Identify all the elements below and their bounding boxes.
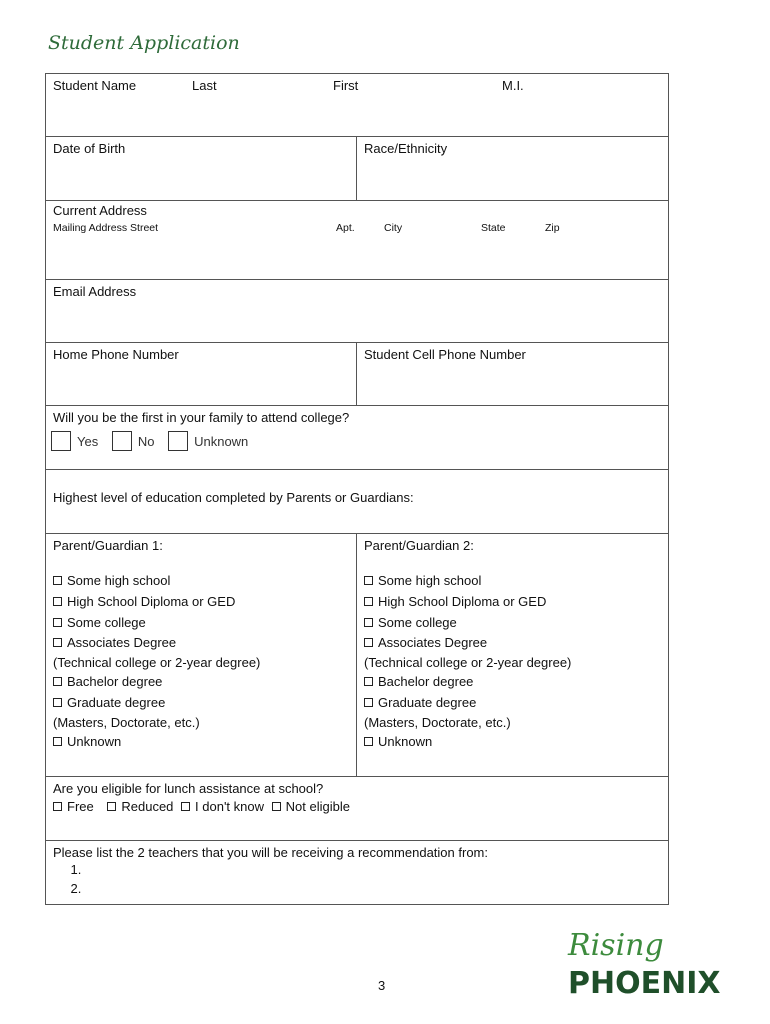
first-college-question: Will you be the first in your family to attend college?: [53, 410, 350, 425]
teacher-1-field[interactable]: [85, 860, 661, 879]
g1-some-college-checkbox[interactable]: [53, 618, 62, 627]
lunch-dont-know-checkbox[interactable]: [181, 802, 190, 811]
lunch-cell: [46, 777, 668, 840]
home-phone-cell[interactable]: [46, 343, 357, 405]
g1-some-high-school-label: Some high school: [67, 573, 171, 588]
teacher-2-field[interactable]: [85, 879, 661, 898]
student-name-cell[interactable]: [46, 74, 668, 136]
state-label: State: [481, 222, 506, 234]
dob-cell[interactable]: [46, 137, 357, 200]
address-label: Current Address: [53, 203, 147, 218]
g2-associates-checkbox[interactable]: [364, 638, 373, 647]
g2-associates-label: Associates Degree: [378, 635, 488, 651]
g1-associates-label: Associates Degree: [67, 635, 177, 651]
email-row: [46, 280, 668, 343]
parent-ed-row: [46, 470, 668, 534]
lunch-dont-know-label: I don't know: [195, 799, 264, 814]
student-name-label: Student Name: [53, 78, 137, 93]
teachers-row: [46, 841, 668, 905]
g2-diploma-checkbox[interactable]: [364, 597, 373, 606]
g2-unknown-checkbox[interactable]: [364, 737, 373, 746]
race-label: Race/Ethnicity: [364, 141, 448, 156]
g2-unknown-label: Unknown: [378, 733, 433, 749]
lunch-not-eligible-checkbox[interactable]: [272, 802, 281, 811]
first-college-cell: [46, 406, 668, 469]
lunch-not-eligible-label: Not eligible: [285, 799, 350, 814]
g2-bachelor-checkbox[interactable]: [364, 677, 373, 686]
guardian1-options: [53, 571, 349, 753]
g2-graduate-checkbox[interactable]: [364, 698, 373, 707]
unknown-label: Unknown: [194, 433, 249, 449]
page-number: 3: [378, 978, 386, 993]
phone-row: [46, 343, 668, 406]
logo-rising-text: Rising: [568, 928, 664, 963]
g2-some-college-label: Some college: [378, 614, 457, 630]
application-form: [45, 73, 669, 905]
rising-phoenix-logo: [568, 928, 738, 1003]
g1-unknown-label: Unknown: [67, 733, 122, 749]
parent-ed-heading: Highest level of education completed by Parents or Guardians:: [53, 490, 414, 505]
g1-graduate-note: (Masters, Doctorate, etc.): [53, 714, 200, 730]
g2-some-college-checkbox[interactable]: [364, 618, 373, 627]
zip-label: Zip: [545, 222, 560, 234]
g1-some-college-label: Some college: [67, 614, 146, 630]
home-phone-label: Home Phone Number: [53, 347, 179, 362]
email-label: Email Address: [53, 284, 137, 299]
lunch-reduced-checkbox[interactable]: [107, 802, 116, 811]
teachers-cell: [46, 841, 668, 904]
logo-phoenix-text: PHOENIX: [568, 966, 721, 1001]
g2-some-high-school-label: Some high school: [378, 573, 482, 588]
student-name-row: [46, 74, 668, 137]
g1-diploma-checkbox[interactable]: [53, 597, 62, 606]
form-title: Student Application: [48, 32, 240, 54]
guardian1-cell: [46, 534, 357, 776]
city-label: City: [384, 222, 403, 234]
g1-associates-checkbox[interactable]: [53, 638, 62, 647]
teachers-list: [53, 860, 661, 898]
g1-graduate-label: Graduate degree: [67, 694, 166, 710]
g2-graduate-label: Graduate degree: [378, 694, 477, 710]
dob-race-row: [46, 137, 668, 201]
no-checkbox[interactable]: [112, 431, 132, 451]
last-name-label: Last: [192, 78, 217, 93]
g2-associates-note: (Technical college or 2-year degree): [364, 655, 572, 671]
g1-bachelor-checkbox[interactable]: [53, 677, 62, 686]
g2-some-high-school-checkbox[interactable]: [364, 576, 373, 585]
guardian2-label: Parent/Guardian 2:: [364, 538, 474, 553]
lunch-reduced-label: Reduced: [121, 799, 174, 814]
address-cell[interactable]: [46, 201, 668, 279]
address-row: [46, 201, 668, 280]
cell-phone-label: Student Cell Phone Number: [364, 347, 526, 362]
g1-bachelor-label: Bachelor degree: [67, 674, 163, 690]
guardian2-options: [364, 571, 661, 753]
lunch-free-label: Free: [67, 799, 94, 814]
race-cell[interactable]: [357, 137, 668, 200]
dob-label: Date of Birth: [53, 141, 126, 156]
yes-label: Yes: [77, 433, 99, 449]
cell-phone-cell[interactable]: [357, 343, 668, 405]
first-name-label: First: [333, 78, 359, 93]
no-label: No: [137, 433, 155, 449]
lunch-row: [46, 777, 668, 841]
email-cell[interactable]: [46, 280, 668, 342]
lunch-options: [53, 799, 661, 814]
g2-bachelor-label: Bachelor degree: [378, 674, 474, 690]
street-label: Mailing Address Street: [53, 222, 159, 234]
g1-graduate-checkbox[interactable]: [53, 698, 62, 707]
apt-label: Apt.: [336, 222, 355, 234]
g1-diploma-label: High School Diploma or GED: [67, 593, 236, 609]
g2-diploma-label: High School Diploma or GED: [378, 593, 547, 609]
g1-unknown-checkbox[interactable]: [53, 737, 62, 746]
first-college-row: [46, 406, 668, 470]
yes-checkbox[interactable]: [51, 431, 71, 451]
unknown-checkbox[interactable]: [168, 431, 188, 451]
lunch-question: Are you eligible for lunch assistance at school?: [53, 781, 324, 796]
g2-graduate-note: (Masters, Doctorate, etc.): [364, 714, 511, 730]
g1-associates-note: (Technical college or 2-year degree): [53, 655, 261, 671]
g1-some-high-school-checkbox[interactable]: [53, 576, 62, 585]
guardian2-cell: [357, 534, 668, 776]
teachers-question: Please list the 2 teachers that you will be receiving a recommendation from:: [53, 845, 488, 860]
lunch-free-checkbox[interactable]: [53, 802, 62, 811]
guardian1-label: Parent/Guardian 1:: [53, 538, 163, 553]
guardians-row: [46, 534, 668, 777]
middle-initial-label: M.I.: [502, 78, 524, 93]
parent-ed-cell: [46, 470, 668, 533]
first-college-options: [51, 431, 661, 451]
